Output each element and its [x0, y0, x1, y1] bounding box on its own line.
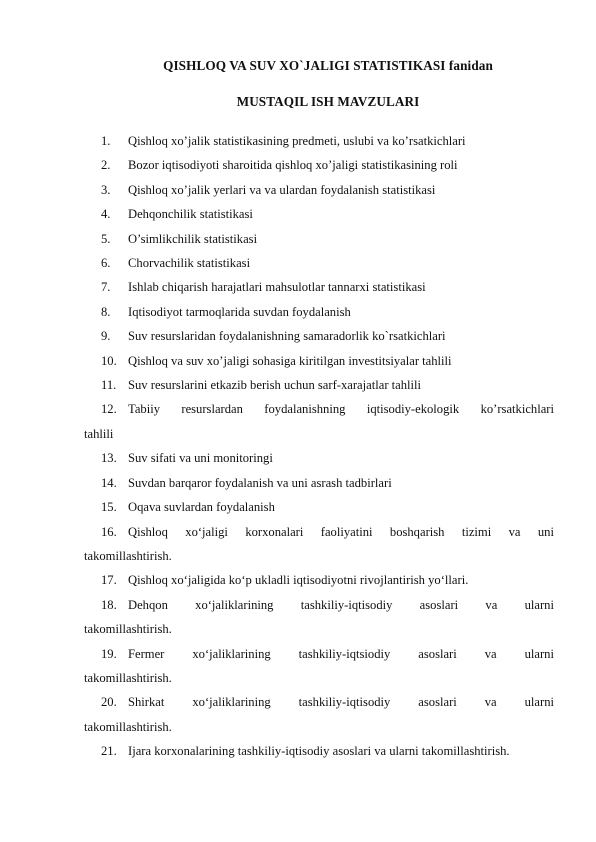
- item-number: 10.: [101, 353, 117, 368]
- item-continuation: takomillashtirish.: [84, 719, 172, 734]
- item-word: tashkiliy-iqtisodiy: [300, 597, 393, 612]
- item-number: 18.: [101, 597, 117, 612]
- list-item: [84, 227, 554, 251]
- item-continuation: takomillashtirish.: [84, 670, 172, 685]
- item-word: iqtisodiy-ekologik: [366, 402, 460, 417]
- item-word: Qishloq: [128, 524, 168, 539]
- item-word: ularni: [524, 695, 554, 710]
- item-number: 16.: [101, 524, 117, 539]
- list-item: [84, 520, 554, 569]
- list-item: [84, 251, 554, 275]
- item-text: Qishloq xo‘jaligida ko‘p ukladli iqtisodiyotni rivojlantirish yo‘llari.: [128, 573, 469, 588]
- item-text: Qishloq xo’jalik statistikasining predmeti, uslubi va ko’rsatkichlari: [128, 134, 466, 148]
- item-text: Chorvachilik statistikasi: [128, 256, 251, 271]
- item-word: tashkiliy-iqtsiodiy: [298, 646, 391, 661]
- list-item: [84, 568, 554, 592]
- item-number: 12.: [101, 402, 117, 417]
- document-title: QISHLOQ VA SUV XO`JALIGI STATISTIKASI fanidan: [163, 58, 493, 73]
- list-item: [84, 397, 554, 446]
- item-word: uni: [537, 524, 554, 539]
- item-continuation: tahlili: [84, 426, 114, 441]
- item-word: Shirkat: [128, 695, 165, 710]
- item-number: 3.: [101, 182, 111, 197]
- item-text: Ijara korxonalarining tashkiliy-iqtisodiy asoslari va ularni takomillashtirish.: [128, 744, 510, 759]
- list-item: [84, 739, 554, 763]
- item-number: 17.: [101, 573, 117, 588]
- item-word: boshqarish: [389, 524, 445, 539]
- item-word: ularni: [524, 597, 554, 612]
- item-number: 1.: [101, 134, 111, 148]
- item-word: ko’rsatkichlari: [480, 402, 554, 417]
- item-continuation: takomillashtirish.: [84, 548, 172, 563]
- item-text: Suv resurslarini etkazib berish uchun sarf-xarajatlar tahlili: [128, 378, 422, 393]
- item-word: faoliyatini: [320, 524, 373, 539]
- item-word: asoslari: [419, 597, 459, 612]
- topic-list: [84, 129, 554, 764]
- item-text: Oqava suvlardan foydalanish: [128, 500, 275, 515]
- item-number: 4.: [101, 207, 111, 222]
- item-number: 2.: [101, 158, 111, 173]
- item-number: 6.: [101, 256, 111, 271]
- list-item: [84, 495, 554, 519]
- list-item: [84, 593, 554, 642]
- item-number: 8.: [101, 304, 111, 319]
- item-word: Tabiiy: [128, 402, 160, 417]
- list-item: [84, 202, 554, 226]
- list-item: [84, 275, 554, 299]
- item-number: 11.: [101, 378, 117, 393]
- item-number: 14.: [101, 475, 117, 490]
- item-word: xo‘jaliklarining: [192, 695, 271, 710]
- item-text: Dehqonchilik statistikasi: [128, 207, 253, 222]
- item-number: 19.: [101, 646, 117, 661]
- item-text: Ishlab chiqarish harajatlari mahsulotlar tannarxi statistikasi: [128, 280, 426, 295]
- item-word: xo‘jaliklarining: [195, 597, 274, 612]
- list-item: [84, 153, 554, 177]
- list-item: [84, 324, 554, 348]
- item-word: Fermer: [128, 646, 165, 661]
- item-number: 15.: [101, 500, 117, 515]
- item-text: Suv resurslaridan foydalanishning samaradorlik ko`rsatkichlari: [128, 329, 446, 344]
- item-text: Suvdan barqaror foydalanish va uni asrash tadbirlari: [128, 475, 392, 490]
- list-item: [84, 373, 554, 397]
- item-word: asoslari: [418, 646, 457, 661]
- item-text: Bozor iqtisodiyoti sharoitida qishloq xo’jaligi statistikasining roli: [128, 158, 458, 173]
- item-number: 9.: [101, 329, 111, 344]
- document-subtitle: MUSTAQIL ISH MAVZULARI: [236, 94, 420, 109]
- item-word: va: [508, 524, 521, 539]
- item-word: tashkiliy-iqtisodiy: [298, 695, 391, 710]
- item-continuation: takomillashtirish.: [84, 622, 172, 637]
- item-word: va: [484, 695, 497, 710]
- list-item: [84, 129, 554, 153]
- list-item: [84, 471, 554, 495]
- item-number: 13.: [101, 451, 117, 466]
- item-word: korxonalari: [245, 524, 304, 539]
- item-text: O’simlikchilik statistikasi: [128, 231, 258, 246]
- item-number: 21.: [101, 744, 117, 759]
- item-word: xo‘jaligi: [185, 524, 228, 539]
- list-item: [84, 178, 554, 202]
- item-word: xo‘jaliklarining: [192, 646, 271, 661]
- item-word: foydalanishning: [264, 402, 346, 417]
- item-word: asoslari: [418, 695, 457, 710]
- item-word: Dehqon: [128, 597, 168, 612]
- item-word: ularni: [524, 646, 554, 661]
- list-item: [84, 446, 554, 470]
- item-word: tizimi: [461, 524, 492, 539]
- list-item: [84, 300, 554, 324]
- item-word: resurslardan: [181, 402, 243, 417]
- list-item: [84, 690, 554, 739]
- item-text: Qishloq va suv xo’jaligi sohasiga kiritilgan investitsiyalar tahlili: [128, 353, 452, 368]
- item-word: va: [484, 646, 497, 661]
- item-number: 5.: [101, 231, 111, 246]
- item-word: va: [485, 597, 498, 612]
- list-item: [84, 349, 554, 373]
- item-text: Qishloq xo’jalik yerlari va va ulardan foydalanish statistikasi: [128, 182, 436, 197]
- list-item: [84, 642, 554, 691]
- item-number: 20.: [101, 695, 117, 710]
- item-text: Suv sifati va uni monitoringi: [128, 451, 273, 466]
- item-number: 7.: [101, 280, 111, 295]
- item-text: Iqtisodiyot tarmoqlarida suvdan foydalanish: [128, 304, 351, 319]
